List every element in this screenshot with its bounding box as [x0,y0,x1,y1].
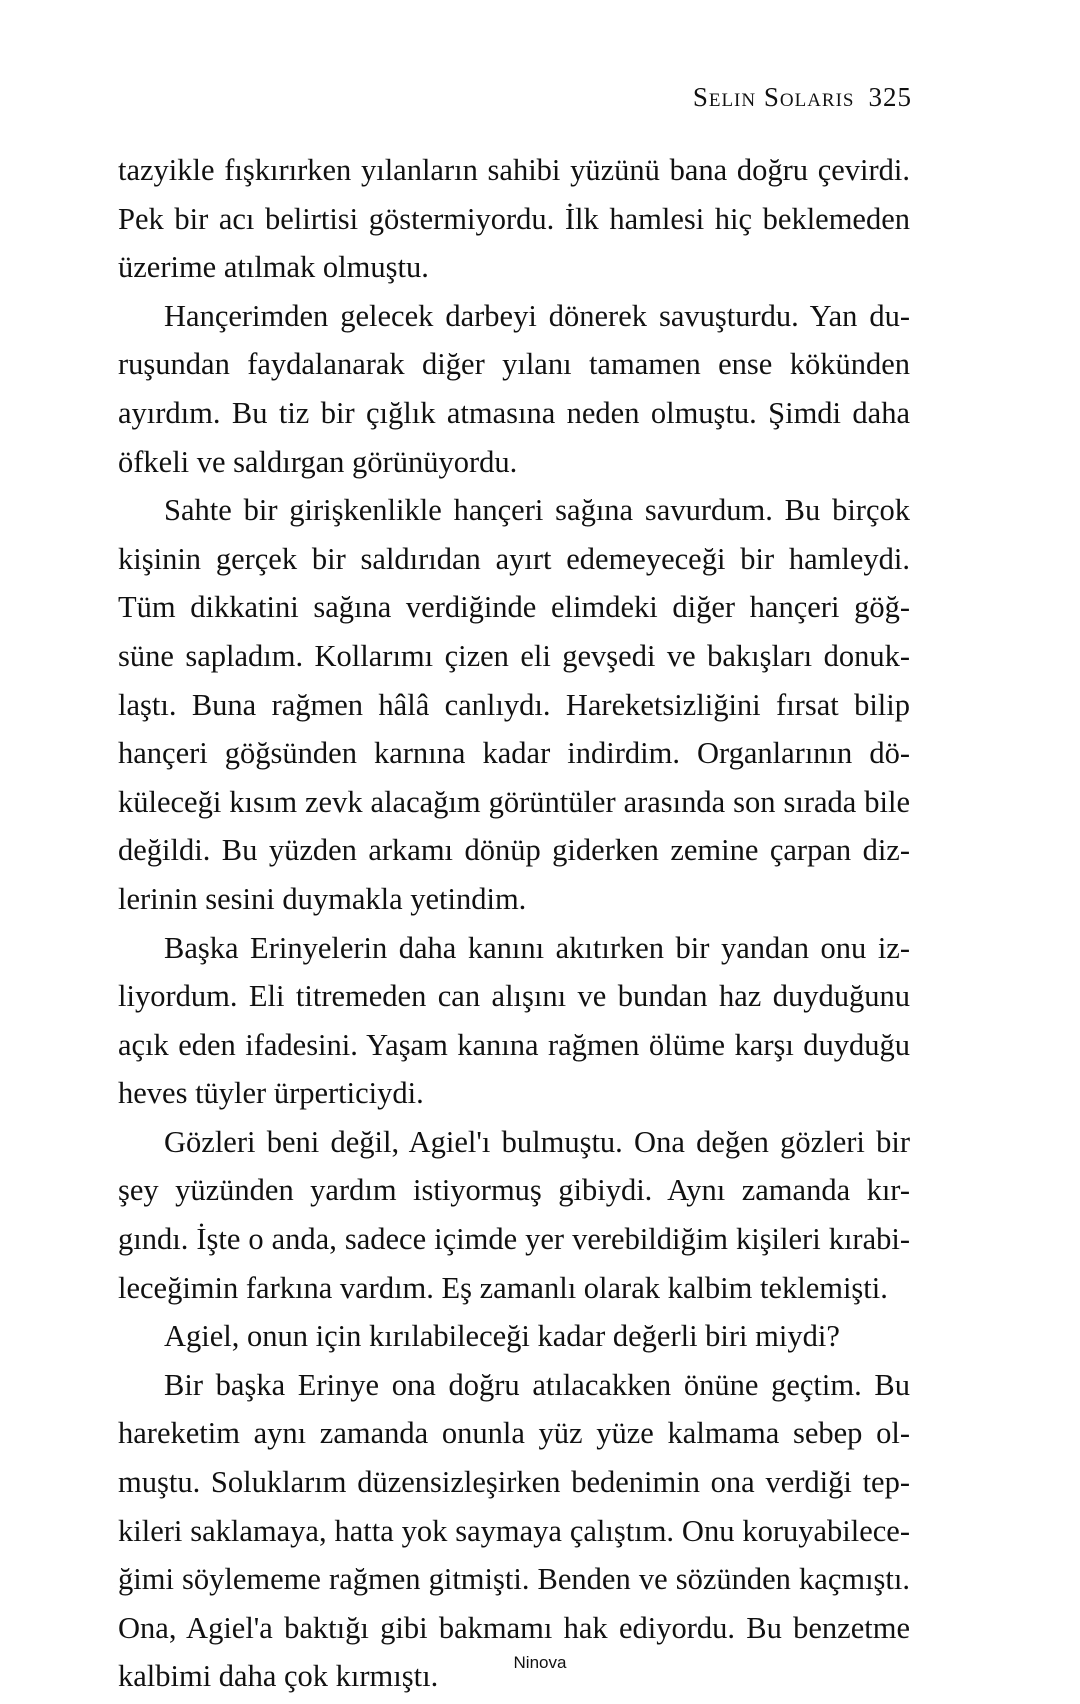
page-number: 325 [868,82,912,112]
text-line: hareketim aynı zamanda onunla yüz yüze kalmama sebep ol- [118,1416,910,1451]
text-line: kalbimi daha çok kırmıştı. [118,1659,439,1694]
running-title: Selin Solaris [692,82,855,112]
text-line: Ona, Agiel'a baktığı gibi bakmamı hak ediyordu. Bu benzetme [118,1610,910,1645]
text-line: ayırdım. Bu tiz bir çığlık atmasına neden olmuştu. Şimdi daha [118,395,910,430]
text-line: ğimi söylememe rağmen gitmişti. Benden ve sözünden kaçmıştı. [118,1562,910,1597]
paragraph-start: Agiel, onun için kırılabileceği kadar değerli biri miydi? [164,1319,840,1354]
text-line: heves tüyler ürperticiydi. [118,1076,424,1111]
publisher-footer: Ninova [513,1653,567,1672]
text-line: leceğimin farkına vardım. Eş zamanlı olarak kalbim teklemişti. [118,1270,888,1305]
text-line: liyordum. Eli titremeden can alışını ve bundan haz duyduğunu [118,979,910,1014]
text-line: süne sapladım. Kollarımı çizen eli gevşedi ve bakışları donuk- [118,638,910,673]
body-text [118,146,910,1701]
text-line: kişinin gerçek bir saldırıdan ayırt edemeyeceği bir hamleydi. [118,541,910,576]
text-line: açık eden ifadesini. Yaşam kanına rağmen ölüme karşı duyduğu [118,1027,910,1062]
text-line: muştu. Soluklarım düzensizleşirken bedenimin ona verdiği tep- [118,1465,910,1500]
paragraph-start: Gözleri beni değil, Agiel'ı bulmuştu. Ona değen gözleri bir [164,1124,910,1159]
text-line: değildi. Bu yüzden arkamı dönüp giderken zemine çarpan diz- [118,833,910,868]
paragraph-start: Hançerimden gelecek darbeyi dönerek savuşturdu. Yan du- [164,298,910,333]
paragraph-start: Sahte bir girişkenlikle hançeri sağına savurdum. Bu birçok [164,493,910,528]
text-line: üzerime atılmak olmuştu. [118,250,429,285]
paragraph-start: Bir başka Erinye ona doğru atılacakken önüne geçtim. Bu [164,1367,910,1402]
text-line: lerinin sesini duymakla yetindim. [118,881,527,916]
text-line: Pek bir acı belirtisi göstermiyordu. İlk hamlesi hiç beklemeden [118,201,910,236]
text-line: tazyikle fışkırırken yılanların sahibi yüzünü bana doğru çevirdi. [118,153,910,187]
text-line: gındı. İşte o anda, sadece içimde yer verebildiğim kişileri kırabi- [118,1222,910,1257]
text-line: ruşundan faydalanarak diğer yılanı tamamen ense kökünden [118,347,910,382]
paragraph-start: Başka Erinyelerin daha kanını akıtırken bir yandan onu iz- [164,930,910,965]
running-header [0,82,912,113]
text-line: Tüm dikkatini sağına verdiğinde elimdeki diğer hançeri göğ- [118,590,910,625]
text-line: şey yüzünden yardım istiyormuş gibiydi. Aynı zamanda kır- [118,1173,910,1208]
text-line: hançeri göğsünden karnına kadar indirdim. Organlarının dö- [118,736,910,771]
text-line: kileri saklamaya, hatta yok saymaya çalıştım. Onu koruyabilece- [118,1513,910,1548]
text-line: öfkeli ve saldırgan görünüyordu. [118,444,518,479]
text-line: laştı. Buna rağmen hâlâ canlıydı. Hareketsizliğini fırsat bilip [118,687,910,722]
text-line: küleceği kısım zevk alacağım görüntüler arasında son sırada bile [118,784,910,819]
